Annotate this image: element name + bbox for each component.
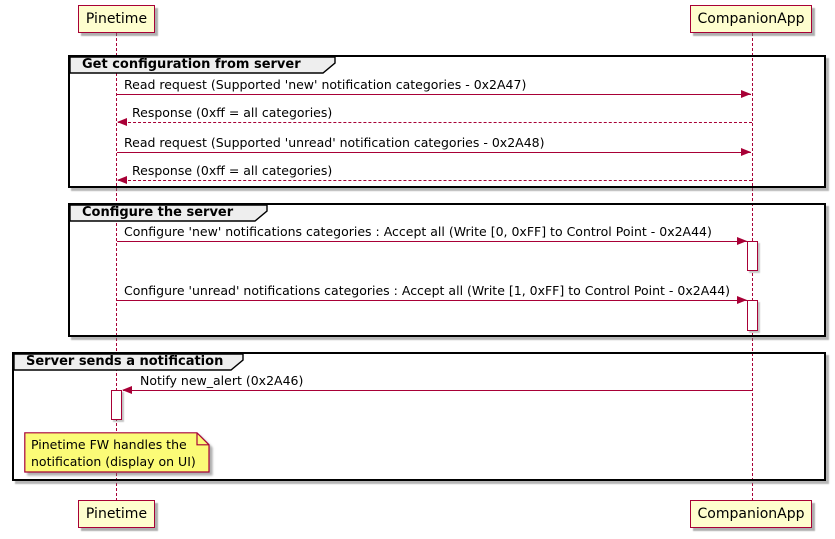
participant-pinetime-top [78, 5, 155, 33]
participant-companionapp-top [690, 5, 812, 33]
message-arrow [117, 152, 751, 153]
participant-companionapp-bottom [690, 500, 812, 528]
message-arrow [123, 390, 752, 391]
arrowhead-right-icon [741, 90, 751, 98]
message-label: Configure 'unread' notifications categories : Accept all (Write [1, 0xFF] to Control Point - 0x2A44) [124, 283, 731, 298]
frame-title: Server sends a notification [26, 354, 224, 369]
arrowhead-right-icon [737, 296, 747, 304]
message-return-arrow [118, 122, 752, 123]
arrowhead-left-icon [122, 386, 132, 394]
message-arrow [117, 241, 747, 242]
arrowhead-left-icon [117, 118, 127, 126]
arrowhead-right-icon [741, 148, 751, 156]
message-label: Read request (Supported 'new' notification categories - 0x2A47) [124, 77, 527, 92]
message-label: Read request (Supported 'unread' notification categories - 0x2A48) [124, 135, 545, 150]
frame-title: Configure the server [82, 205, 234, 220]
message-arrow [117, 300, 747, 301]
note-line-2: notification (display on UI) [31, 454, 196, 469]
message-label: Configure 'new' notifications categories : Accept all (Write [0, 0xFF] to Control Point - 0x2A44) [124, 224, 712, 239]
participant-label: Pinetime [85, 11, 148, 27]
note-line-1: Pinetime FW handles the [31, 437, 187, 452]
frame-title: Get configuration from server [82, 57, 301, 72]
message-arrow [117, 94, 751, 95]
note-text [31, 436, 196, 470]
message-label: Response (0xff = all categories) [132, 163, 333, 178]
participant-label: Pinetime [85, 506, 148, 522]
activation-bar-companionapp [747, 300, 758, 331]
participant-label: CompanionApp [697, 11, 805, 27]
message-label: Notify new_alert (0x2A46) [140, 373, 304, 388]
participant-pinetime-bottom [78, 500, 155, 528]
participant-label: CompanionApp [697, 506, 805, 522]
message-label: Response (0xff = all categories) [132, 105, 333, 120]
message-return-arrow [118, 180, 752, 181]
arrowhead-left-icon [117, 176, 127, 184]
activation-bar-companionapp [747, 241, 758, 271]
activation-bar-pinetime [111, 390, 122, 420]
arrowhead-right-icon [737, 237, 747, 245]
